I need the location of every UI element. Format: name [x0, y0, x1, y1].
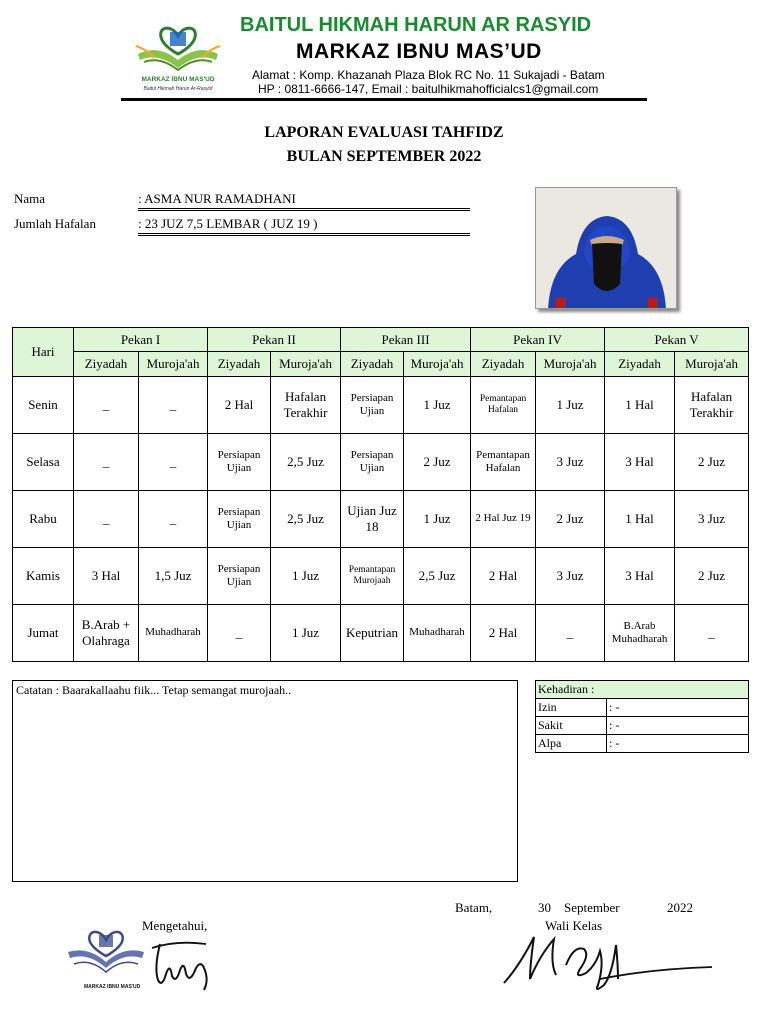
table-cell: Persiapan Ujian [341, 434, 404, 491]
attendance-row [536, 735, 749, 753]
table-cell: _ [208, 605, 271, 662]
table-cell: 1 Juz [404, 377, 471, 434]
attendance-value: : - [607, 699, 749, 717]
table-cell: 2 Hal [208, 377, 271, 434]
table-cell: 1 Hal [605, 491, 675, 548]
attendance-value: : - [607, 735, 749, 753]
notes-box [12, 680, 518, 882]
table-cell: Persiapan Ujian [208, 434, 271, 491]
table-cell: Hafalan Terakhir [675, 377, 749, 434]
table-cell: 2,5 Juz [271, 491, 341, 548]
table-cell: Persiapan Ujian [208, 491, 271, 548]
table-cell: Muhadharah [404, 605, 471, 662]
table-cell: Keputrian [341, 605, 404, 662]
murojaah-header: Muroja'ah [536, 352, 605, 377]
table-row [13, 491, 749, 548]
name-value: : ASMA NUR RAMADHANI [138, 191, 470, 209]
murojaah-header: Muroja'ah [404, 352, 471, 377]
attendance-label: Izin [536, 699, 607, 717]
org-subname: MARKAZ IBNU MAS’UD [296, 40, 542, 63]
attendance-label: Sakit [536, 717, 607, 735]
day-cell: Rabu [13, 491, 74, 548]
sign-year: 2022 [667, 900, 693, 915]
mengetahui-label: Mengetahui, [142, 918, 208, 933]
attendance-header: Kehadiran : [536, 681, 749, 699]
institution-stamp [66, 918, 226, 996]
table-row [13, 548, 749, 605]
ziyadah-header: Ziyadah [341, 352, 404, 377]
hafalan-value: : 23 JUZ 7,5 LEMBAR ( JUZ 19 ) [138, 216, 470, 234]
day-cell: Jumat [13, 605, 74, 662]
logo-subcaption: Baitul Hikmah Harun Ar-Rasyid [143, 86, 213, 92]
table-cell: Ujian Juz 18 [341, 491, 404, 548]
table-cell: 3 Juz [675, 491, 749, 548]
table-cell: _ [74, 491, 139, 548]
table-cell: 2 Hal Juz 19 [471, 491, 536, 548]
wali-kelas-signature-icon [500, 925, 720, 995]
week-header: Pekan I [74, 328, 208, 352]
table-cell: 2 Hal [471, 605, 536, 662]
week-header: Pekan II [208, 328, 341, 352]
table-cell: _ [74, 377, 139, 434]
table-cell: Pemantapan Hafalan [471, 434, 536, 491]
table-cell: 3 Hal [605, 548, 675, 605]
table-cell: _ [139, 377, 208, 434]
org-contact: HP : 0811-6666-147, Email : baitulhikmahofficialcs1@gmail.com [258, 82, 599, 96]
attendance-row [536, 717, 749, 735]
table-cell: 2 Hal [471, 548, 536, 605]
day-cell: Senin [13, 377, 74, 434]
heart-book-logo-icon [134, 14, 222, 76]
table-cell: 2,5 Juz [404, 548, 471, 605]
table-cell: 2 Juz [675, 548, 749, 605]
week-header: Pekan V [605, 328, 749, 352]
table-cell: Pemantapan Hafalan [471, 377, 536, 434]
week-header: Pekan IV [471, 328, 605, 352]
table-row [13, 605, 749, 662]
table-cell: 2,5 Juz [271, 434, 341, 491]
table-cell: 2 Juz [675, 434, 749, 491]
table-cell: Hafalan Terakhir [271, 377, 341, 434]
sign-city: Batam, [455, 900, 493, 915]
notes-text: Catatan : Baarakallaahu fiik... Tetap semangat murojaah.. [16, 683, 292, 697]
logo-caption: MARKAZ IBNU MAS'UD [141, 76, 215, 83]
ziyadah-header: Ziyadah [471, 352, 536, 377]
table-cell: Persiapan Ujian [341, 377, 404, 434]
table-cell: 2 Juz [536, 491, 605, 548]
name-label: Nama [14, 191, 46, 206]
ziyadah-header: Ziyadah [208, 352, 271, 377]
sign-day: 30 [538, 900, 551, 915]
org-address: Alamat : Komp. Khazanah Plaza Blok RC No. 11 Sukajadi - Batam [252, 68, 605, 82]
week-header: Pekan III [341, 328, 471, 352]
wali-kelas-label: Wali Kelas [545, 918, 603, 933]
day-cell: Kamis [13, 548, 74, 605]
ziyadah-header: Ziyadah [74, 352, 139, 377]
table-cell: 1 Juz [271, 605, 341, 662]
report-title: LAPORAN EVALUASI TAHFIDZ [264, 124, 504, 141]
org-name: BAITUL HIKMAH HARUN AR RASYID [240, 14, 592, 36]
table-cell: B.Arab Muhadharah [605, 605, 675, 662]
table-cell: 3 Hal [605, 434, 675, 491]
report-period: BULAN SEPTEMBER 2022 [286, 148, 482, 165]
table-cell: 3 Hal [74, 548, 139, 605]
attendance-row [536, 699, 749, 717]
attendance-table [535, 680, 749, 753]
hafalan-label: Jumlah Hafalan [14, 216, 96, 231]
table-cell: Muhadharah [139, 605, 208, 662]
header-divider [121, 98, 647, 101]
table-row [13, 434, 749, 491]
table-cell: 1 Juz [271, 548, 341, 605]
murojaah-header: Muroja'ah [675, 352, 749, 377]
tahfidz-schedule-table [12, 327, 749, 662]
attendance-value: : - [607, 717, 749, 735]
day-cell: Selasa [13, 434, 74, 491]
murojaah-header: Muroja'ah [271, 352, 341, 377]
table-cell: 2 Juz [404, 434, 471, 491]
sign-month: September [564, 900, 620, 915]
table-cell: B.Arab + Olahraga [74, 605, 139, 662]
table-cell: Pemantapan Murojaah [341, 548, 404, 605]
murojaah-header: Muroja'ah [139, 352, 208, 377]
student-photo [535, 187, 677, 309]
table-cell: 3 Juz [536, 434, 605, 491]
table-cell: _ [74, 434, 139, 491]
table-cell: _ [139, 434, 208, 491]
table-cell: _ [139, 491, 208, 548]
table-cell: 1,5 Juz [139, 548, 208, 605]
student-portrait-icon [536, 188, 677, 309]
table-cell: 1 Juz [404, 491, 471, 548]
table-cell: 3 Juz [536, 548, 605, 605]
table-row [13, 377, 749, 434]
table-cell: _ [536, 605, 605, 662]
stamp-caption: MARKAZ IBNU MAS'UD [84, 984, 141, 990]
attendance-label: Alpa [536, 735, 607, 753]
org-logo [128, 14, 228, 98]
hari-header: Hari [13, 328, 74, 377]
table-cell: 1 Juz [536, 377, 605, 434]
table-cell: Persiapan Ujian [208, 548, 271, 605]
table-cell: _ [675, 605, 749, 662]
table-cell: 1 Hal [605, 377, 675, 434]
ziyadah-header: Ziyadah [605, 352, 675, 377]
